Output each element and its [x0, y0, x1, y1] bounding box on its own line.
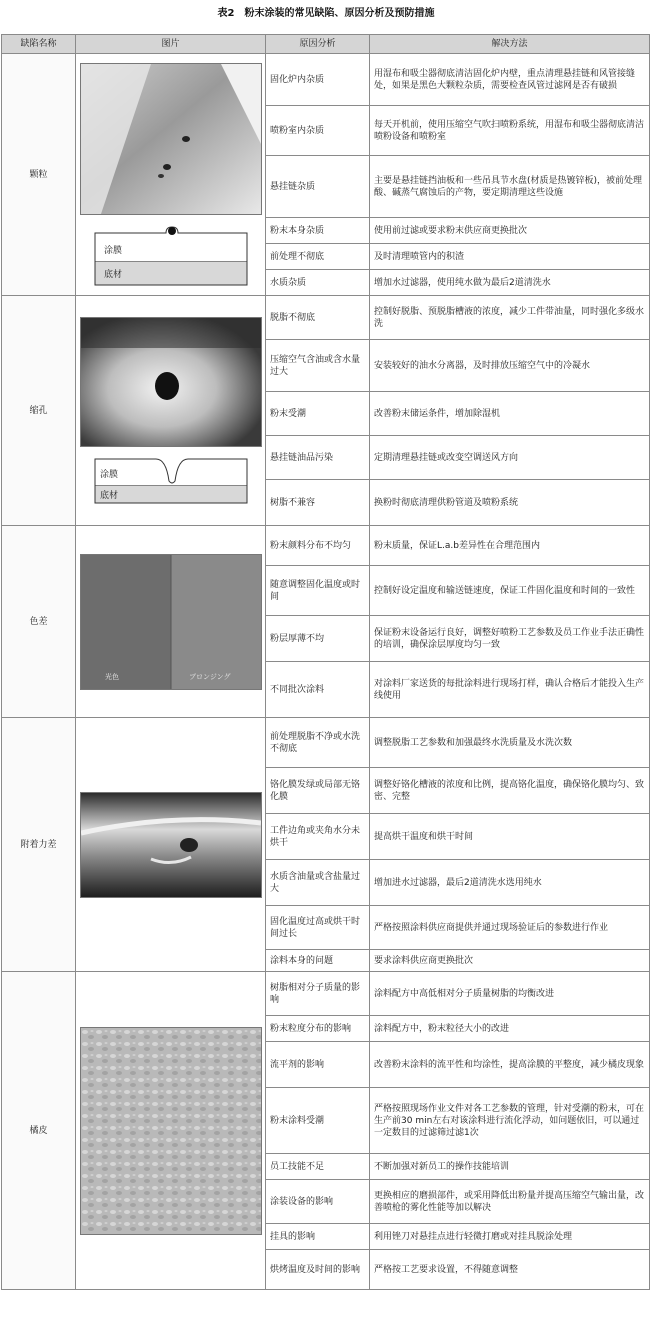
- crater-diagram: [94, 457, 248, 505]
- cause-cell: 粉末本身杂质: [266, 218, 370, 244]
- cause-cell: 树脂不兼容: [266, 480, 370, 526]
- cause-cell: 粉末涂料受潮: [266, 1088, 370, 1154]
- solution-cell: 利用锉刀对悬挂点进行轻微打磨或对挂具脱涂处理: [370, 1224, 650, 1250]
- table-title: 表2 粉末涂装的常见缺陷、原因分析及预防措施: [217, 8, 435, 19]
- solution-cell: 严格按照现场作业文件对各工艺参数的管理，针对受潮的粉末，可在生产前30 min左右对该涂料进行流化浮动，如问题依旧，可以通过一定数目的过滤筛过滤1次: [370, 1088, 650, 1154]
- particle-diagram: [94, 225, 248, 287]
- solution-cell: 严格按工艺要求设置，不得随意调整: [370, 1250, 650, 1290]
- solution-cell: 更换相应的磨损部件，或采用降低出粉量并提高压缩空气输出量，改善喷枪的雾化性能等加以解决: [370, 1180, 650, 1224]
- cause-cell: 脱脂不彻底: [266, 296, 370, 340]
- defect-image-craters: [76, 296, 266, 526]
- defects-table: [1, 34, 650, 1290]
- header-defect: 缺陷名称: [2, 35, 76, 54]
- cause-cell: 前处理不彻底: [266, 244, 370, 270]
- cause-cell: 水质杂质: [266, 270, 370, 296]
- diagram-label-substrate: 底材: [103, 269, 122, 280]
- solution-cell: 控制好设定温度和输送链速度，保证工件固化温度和时间的一致性: [370, 566, 650, 616]
- crater-photo: [80, 317, 262, 447]
- solution-cell: 增加水过滤器，使用纯水做为最后2道清洗水: [370, 270, 650, 296]
- solution-cell: 安装较好的油水分离器，及时排放压缩空气中的冷凝水: [370, 340, 650, 392]
- cause-cell: 烘烤温度及时间的影响: [266, 1250, 370, 1290]
- solution-cell: 粉末质量，保证L.a.b差异性在合理范围内: [370, 526, 650, 566]
- defect-name: 色差: [2, 526, 76, 718]
- solution-cell: 控制好脱脂、预脱脂槽液的浓度，减少工件带油量，同时强化多级水洗: [370, 296, 650, 340]
- orange-peel-photo: [80, 1027, 262, 1235]
- defect-name: 橘皮: [2, 972, 76, 1290]
- cause-cell: 悬挂链杂质: [266, 156, 370, 218]
- cause-cell: 员工技能不足: [266, 1154, 370, 1180]
- header-image: 图片: [76, 35, 266, 54]
- defect-image-particles: [76, 54, 266, 296]
- cause-cell: 喷粉室内杂质: [266, 106, 370, 156]
- solution-cell: 主要是悬挂链挡油板和一些吊具节水盘(材质是热镀锌板)，被前处理酸、碱蒸气腐蚀后的产物，要定期清理这些设施: [370, 156, 650, 218]
- solution-cell: 增加进水过滤器，最后2道清洗水选用纯水: [370, 860, 650, 906]
- header-row: [2, 35, 650, 54]
- cause-cell: 固化温度过高或烘干时间过长: [266, 906, 370, 950]
- solution-cell: 不断加强对新员工的操作技能培训: [370, 1154, 650, 1180]
- defect-image-orange-peel: [76, 972, 266, 1290]
- solution-cell: 换粉时彻底清理供粉管道及喷粉系统: [370, 480, 650, 526]
- solution-cell: 用湿布和吸尘器彻底清洁固化炉内壁，重点清理悬挂链和风管接缝处，如果是黑色大颗粒杂质，需要检查风管过滤网是否有破损: [370, 54, 650, 106]
- cause-cell: 不同批次涂料: [266, 662, 370, 718]
- cause-cell: 水质含油量或含盐量过大: [266, 860, 370, 906]
- solution-cell: 涂料配方中高低相对分子质量树脂的均衡改进: [370, 972, 650, 1016]
- diagram-label-coating: 涂膜: [99, 469, 118, 480]
- color-panel-label-right: ブロンジング: [189, 672, 231, 681]
- cause-cell: 粉层厚薄不均: [266, 616, 370, 662]
- defect-name: 附着力差: [2, 718, 76, 972]
- cause-cell: 压缩空气含油或含水量过大: [266, 340, 370, 392]
- solution-cell: 调整脱脂工艺参数和加强最终水洗质量及水洗次数: [370, 718, 650, 768]
- color-difference-photo: [80, 554, 262, 690]
- cause-cell: 粉末粒度分布的影响: [266, 1016, 370, 1042]
- solution-cell: 涂料配方中，粉末粒径大小的改进: [370, 1016, 650, 1042]
- cause-cell: 粉末受潮: [266, 392, 370, 436]
- table-row: [2, 718, 650, 768]
- cause-cell: 铬化膜发绿或局部无铬化膜: [266, 768, 370, 814]
- cause-cell: 涂料本身的问题: [266, 950, 370, 972]
- color-panel-label-left: 光色: [105, 672, 119, 681]
- cause-cell: 前处理脱脂不净或水洗不彻底: [266, 718, 370, 768]
- diagram-label-substrate: 底材: [99, 490, 118, 501]
- defect-name: 颗粒: [2, 54, 76, 296]
- solution-cell: 调整好铬化槽液的浓度和比例，提高铬化温度，确保铬化膜均匀、致密、完整: [370, 768, 650, 814]
- cause-cell: 树脂相对分子质量的影响: [266, 972, 370, 1016]
- table-row: [2, 54, 650, 106]
- defect-image-adhesion: [76, 718, 266, 972]
- cause-cell: 悬挂链油品污染: [266, 436, 370, 480]
- solution-cell: 严格按照涂料供应商提供并通过现场验证后的参数进行作业: [370, 906, 650, 950]
- cause-cell: 固化炉内杂质: [266, 54, 370, 106]
- solution-cell: 及时清理喷管内的积渣: [370, 244, 650, 270]
- cause-cell: 流平剂的影响: [266, 1042, 370, 1088]
- table-row: [2, 296, 650, 340]
- header-cause: 原因分析: [266, 35, 370, 54]
- defect-name: 缩孔: [2, 296, 76, 526]
- table-row: [2, 972, 650, 1016]
- solution-cell: 使用前过滤或要求粉末供应商更换批次: [370, 218, 650, 244]
- diagram-label-coating: 涂膜: [103, 245, 122, 256]
- solution-cell: 对涂料厂家送货的每批涂料进行现场打样，确认合格后才能投入生产线使用: [370, 662, 650, 718]
- solution-cell: 改善粉末涂料的流平性和均涂性，提高涂膜的平整度，减少橘皮现象: [370, 1042, 650, 1088]
- solution-cell: 要求涂料供应商更换批次: [370, 950, 650, 972]
- particle-photo: [80, 63, 262, 215]
- cause-cell: 粉末颜料分布不均匀: [266, 526, 370, 566]
- solution-cell: 保证粉末设备运行良好，调整好喷粉工艺参数及员工作业手法正确性的培训，确保涂层厚度均匀一致: [370, 616, 650, 662]
- defect-image-color-difference: [76, 526, 266, 718]
- header-solution: 解决方法: [370, 35, 650, 54]
- solution-cell: 定期清理悬挂链或改变空调送风方向: [370, 436, 650, 480]
- solution-cell: 改善粉末储运条件，增加除湿机: [370, 392, 650, 436]
- cause-cell: 挂具的影响: [266, 1224, 370, 1250]
- cause-cell: 工件边角或夹角水分未烘干: [266, 814, 370, 860]
- table-row: [2, 526, 650, 566]
- cause-cell: 涂装设备的影响: [266, 1180, 370, 1224]
- solution-cell: 每天开机前，使用压缩空气吹扫喷粉系统，用湿布和吸尘器彻底清洁喷粉设备和喷粉室: [370, 106, 650, 156]
- cause-cell: 随意调整固化温度或时间: [266, 566, 370, 616]
- solution-cell: 提高烘干温度和烘干时间: [370, 814, 650, 860]
- adhesion-photo: [80, 792, 262, 898]
